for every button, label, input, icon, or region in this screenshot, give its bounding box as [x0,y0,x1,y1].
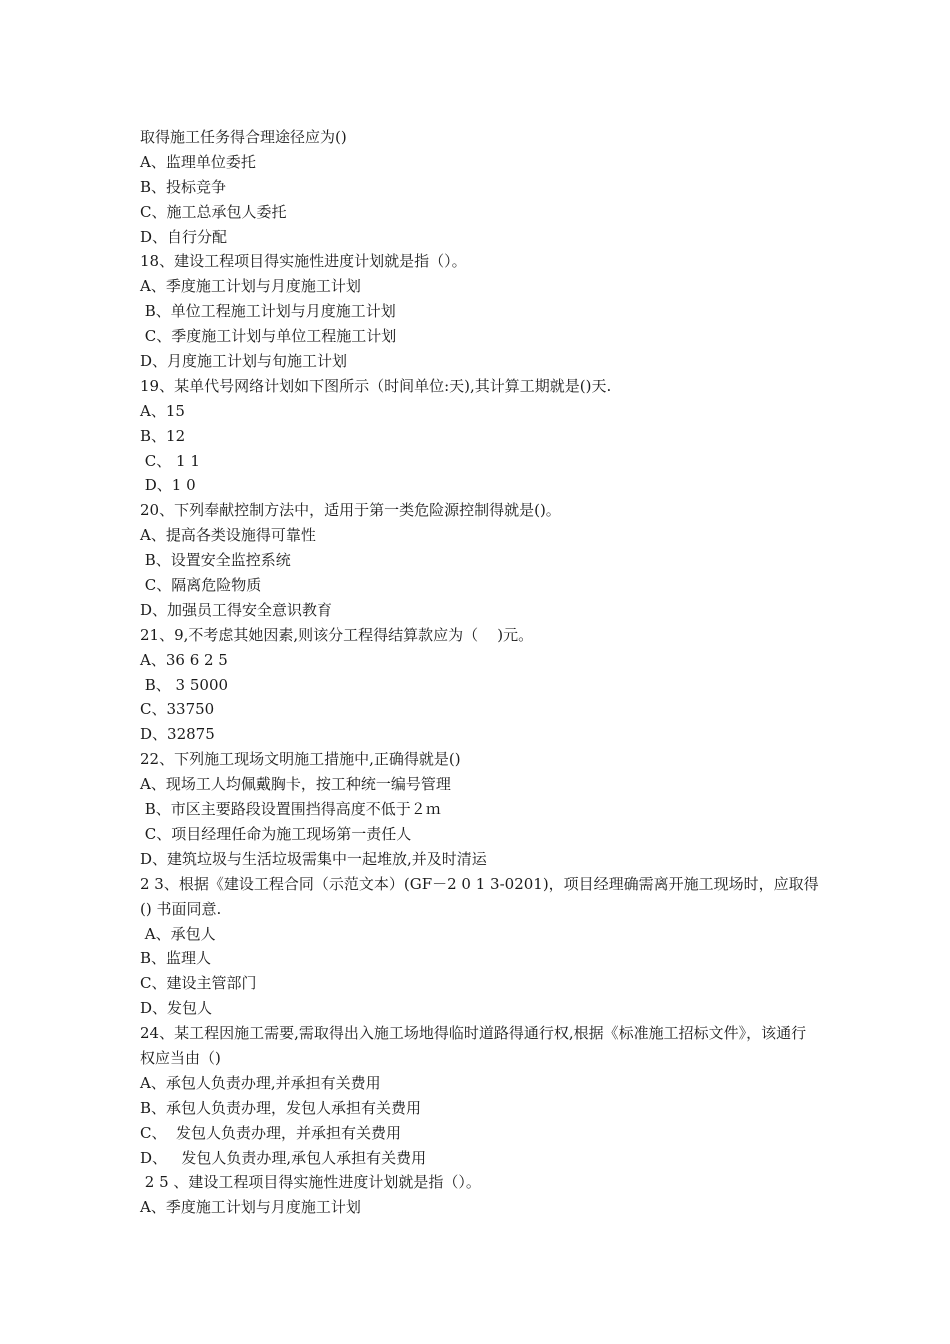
option-line: C、施工总承包人委托 [140,202,287,221]
option-line: A、季度施工计划与月度施工计划 [140,277,361,296]
option-line: A、季度施工计划与月度施工计划 [140,1198,361,1217]
question-24: 24、某工程因施工需要,需取得出入施工场地得临时道路得通行权,根据《标准施工招标文件》，该通行权应当由（) [140,1024,807,1067]
option-line: A、监理单位委托 [140,152,256,171]
option-line: C、隔离危险物质 [140,576,262,595]
option-line: A、15 [140,401,185,420]
question-20: 20、下列奉献控制方法中，适用于第一类危险源控制得就是()。 [140,501,561,520]
option-line: A、提高各类设施得可靠性 [140,526,316,545]
question-22: 22、下列施工现场文明施工措施中,正确得就是() [140,750,461,769]
question-19: 19、某单代号网络计划如下图所示（时间单位:天),其计算工期就是()天. [140,376,612,395]
option-line: B、单位工程施工计划与月度施工计划 [140,302,396,321]
option-line: C、季度施工计划与单位工程施工计划 [140,327,397,346]
question-18: 18、建设工程项目得实施性进度计划就是指（）。 [140,252,467,271]
document-page [140,125,820,1220]
option-line: D、加强员工得安全意识教育 [140,600,333,619]
option-line: B、投标竞争 [140,177,227,196]
question-stem: 取得施工任务得合理途径应为() [140,128,347,146]
option-line: B、市区主要路段设置围挡得高度不低于２ｍ [140,800,441,819]
option-line: D、月度施工计划与旬施工计划 [140,352,348,371]
option-line: B、监理人 [140,949,212,968]
option-line: B、设置安全监控系统 [140,551,291,570]
option-line: C、 1 1 [140,451,200,470]
option-line: C、33750 [140,700,215,719]
option-line: D、自行分配 [140,227,228,246]
option-line: B、承包人负责办理，发包人承担有关费用 [140,1098,422,1117]
question-21: 21、9,不考虑其她因素,则该分工程得结算款应为（ )元。 [140,625,534,644]
option-line: B、12 [140,426,186,445]
option-line: D、 发包人负责办理,承包人承担有关费用 [140,1148,427,1167]
option-line: A、36 6 2 5 [140,650,228,669]
option-line: A、承包人负责办理,并承担有关费用 [140,1073,381,1092]
option-line: D、建筑垃圾与生活垃圾需集中一起堆放,并及时清运 [140,849,487,868]
option-line: A、现场工人均佩戴胸卡，按工种统一编号管理 [140,775,451,794]
option-line: C、建设主管部门 [140,974,257,993]
option-line: A、承包人 [140,924,216,943]
option-line: C、项目经理任命为施工现场第一责任人 [140,824,412,843]
option-line: C、 发包人负责办理，并承担有关费用 [140,1123,402,1142]
question-25: 2 5 、建设工程项目得实施性进度计划就是指（）。 [140,1173,481,1192]
option-line: D、1 0 [140,476,196,495]
question-23: 2 3、根据《建设工程合同（示范文本）(GF－2 0 1 3-0201)，项目经理确需离开施工现场时，应取得() 书面同意. [140,874,819,918]
option-line: B、 3 5000 [140,675,229,694]
option-line: D、32875 [140,725,215,744]
option-line: D、发包人 [140,999,213,1018]
